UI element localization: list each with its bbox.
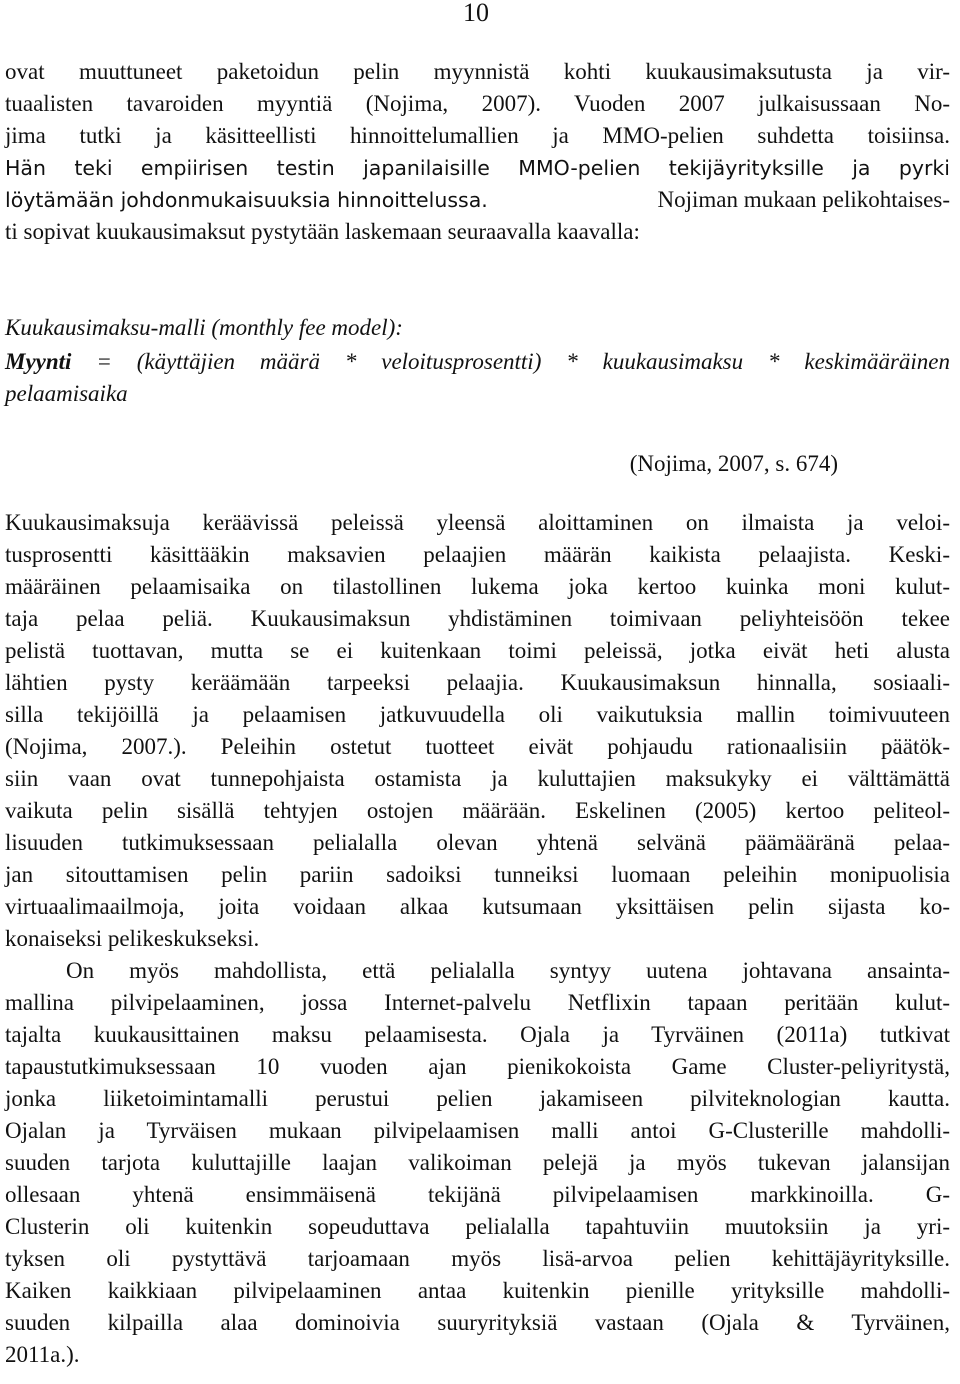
paragraph-line: Hän teki empiirisen testin japanilaisille MMO-pelien tekijäyrityksille ja pyrki	[5, 156, 950, 180]
paragraph-line: jima tutki ja käsitteellisti hinnoittelumallien ja MMO-pelien suhdetta toisiinsa.	[5, 123, 950, 148]
paragraph-line: tusprosentti käsittääkin maksavien pelaajien määrän kaikista pelaajista. Keski-	[5, 542, 950, 567]
paragraph-line: lisuuden tutkimuksessaan pelialalla olevan yhtenä selvänä päämääränä pelaa-	[5, 830, 950, 855]
paragraph-line: ti sopivat kuukausimaksut pystytään laskemaan seuraavalla kaavalla:	[5, 219, 640, 244]
paragraph-line: virtuaalimaailmoja, joita voidaan alkaa kutsumaan yksittäisen pelin sijasta ko-	[5, 894, 950, 919]
paragraph-line: tyksen oli pystyttävä tarjoamaan myös lisä-arvoa pelien kehittäjäyrityksille.	[5, 1246, 950, 1271]
paragraph-line: vaikuta pelin sisällä tehtyjen ostojen määrään. Eskelinen (2005) kertoo peliteol-	[5, 798, 950, 823]
paragraph-line: Nojiman mukaan pelikohtaises-	[657, 187, 950, 212]
formula-body: = (käyttäjien määrä * veloitusprosentti) * kuukausimaksu * keskimääräinen	[71, 349, 950, 374]
paragraph-line: tajalta kuukausittainen maksu pelaamisesta. Ojala ja Tyrväinen (2011a) tutkivat	[5, 1022, 950, 1047]
paragraph-line: Ojalan ja Tyrväisen mukaan pilvipelaamisen malli antoi G-Clusterille mahdolli-	[5, 1118, 950, 1143]
citation: (Nojima, 2007, s. 674)	[629, 451, 838, 476]
formula-label: Myynti	[5, 349, 72, 374]
model-formula-continuation: pelaamisaika	[5, 381, 128, 406]
paragraph-line: tuaalisten tavaroiden myyntiä (Nojima, 2007). Vuoden 2007 julkaisussaan No-	[5, 91, 950, 116]
paragraph-line: taja pelaa peliä. Kuukausimaksun yhdistäminen toimivaan peliyhteisöön tekee	[5, 606, 950, 631]
model-heading: Kuukausimaksu-malli (monthly fee model):	[5, 315, 403, 340]
model-formula	[5, 347, 950, 377]
paragraph-line: silla tekijöillä ja pelaamisen jatkuvuudella oli vaikutuksia mallin toimivuuteen	[5, 702, 950, 727]
paragraph-line: ovat muuttuneet paketoidun pelin myynnistä kohti kuukausimaksutusta ja vir-	[5, 59, 950, 84]
paragraph-line: 2011a.).	[5, 1342, 80, 1367]
paragraph-line: ollesaan yhtenä ensimmäisenä tekijänä pilvipelaamisen markkinoilla. G-	[5, 1182, 950, 1207]
paragraph-line: tapaustutkimuksessaan 10 vuoden ajan pienikokoista Game Cluster-peliyritystä,	[5, 1054, 950, 1079]
paragraph-line: (Nojima, 2007.). Peleihin ostetut tuotteet eivät pohjaudu rationaalisiin päätök-	[5, 734, 950, 759]
paragraph-line: pelistä tuottavan, mutta se ei kuitenkaan toimi peleissä, jotka eivät heti alusta	[5, 638, 950, 663]
paragraph-line: On myös mahdollista, että pelialalla syntyy uutena johtavana ansainta-	[66, 958, 950, 983]
paragraph-line: jan sitouttamisen pelin pariin sadoiksi tunneiksi luomaan peleihin monipuolisia	[5, 862, 950, 887]
paragraph-line: löytämään johdonmukaisuuksia hinnoittelussa.	[5, 188, 488, 212]
paragraph-line: jonka liiketoimintamalli perustui pelien jakamiseen pilviteknologian kautta.	[5, 1086, 950, 1111]
paragraph-line: Clusterin oli kuitenkin sopeuduttava pelialalla tapahtuviin muutoksiin ja yri-	[5, 1214, 950, 1239]
paragraph-line: Kuukausimaksuja keräävissä peleissä yleensä aloittaminen on ilmaista ja veloi-	[5, 510, 950, 535]
paragraph-line: suuden tarjota kuluttajille laajan valikoiman pelejä ja myös tukevan jalansijan	[5, 1150, 950, 1175]
paragraph-line: määräinen pelaamisaika on tilastollinen lukema joka kertoo kuinka moni kulut-	[5, 574, 950, 599]
paragraph-line: lähtien pysty keräämään tarpeeksi pelaajia. Kuukausimaksun hinnalla, sosiaali-	[5, 670, 950, 695]
page-number: 10	[463, 0, 489, 27]
paragraph-line: siin vaan ovat tunnepohjaista ostamista ja kuluttajien maksukyky ei välttämättä	[5, 766, 950, 791]
paragraph-line: suuden kilpailla alaa dominoivia suuryrityksiä vastaan (Ojala & Tyrväinen,	[5, 1310, 950, 1335]
paragraph-line: konaiseksi pelikeskukseksi.	[5, 926, 260, 951]
paragraph-line: Kaiken kaikkiaan pilvipelaaminen antaa kuitenkin pienille yrityksille mahdolli-	[5, 1278, 950, 1303]
paragraph-line: mallina pilvipelaaminen, jossa Internet-palvelu Netflixin tapaan peritään kulut-	[5, 990, 950, 1015]
